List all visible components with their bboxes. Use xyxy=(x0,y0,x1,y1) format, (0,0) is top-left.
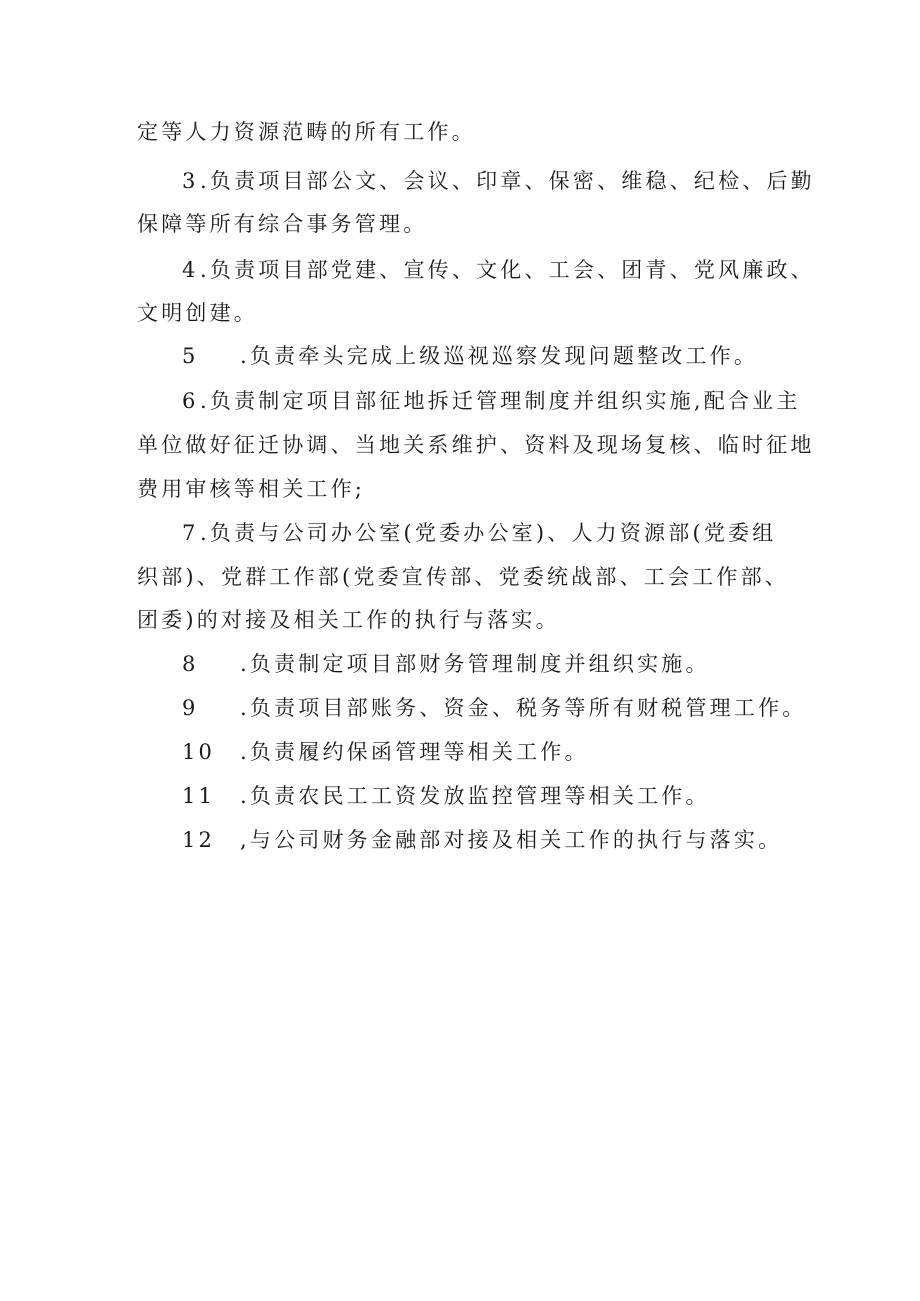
item-number: 8 xyxy=(182,652,199,676)
item-text-continuation: 单位做好征迁协调、当地关系维护、资料及现场复核、临时征地 xyxy=(137,433,815,457)
item-text: .负责农民工工资发放监控管理等相关工作。 xyxy=(240,784,710,808)
item-text-continuation: 文明创建。 xyxy=(137,301,258,325)
item-text-continuation: 保障等所有综合事务管理。 xyxy=(137,212,428,236)
continuation-text: 定等人力资源范畴的所有工作。 xyxy=(137,120,476,144)
item-text: ,与公司财务金融部对接及相关工作的执行与落实。 xyxy=(240,828,783,852)
item-number: 3 xyxy=(182,169,199,193)
item-number: 9 xyxy=(182,696,199,720)
item-text: .负责制定项目部征地拆迁管理制度并组织实施,配合业主 xyxy=(200,389,801,413)
item-text: .负责制定项目部财务管理制度并组织实施。 xyxy=(240,652,710,676)
item-text-continuation: 织部)、党群工作部(党委宣传部、党委统战部、工会工作部、 xyxy=(137,565,789,589)
item-number: 10 xyxy=(182,740,216,764)
item-number: 6 xyxy=(182,389,199,413)
item-number: 5 xyxy=(182,344,199,368)
item-text: .负责项目部公文、会议、印章、保密、维稳、纪检、后勤 xyxy=(200,169,815,193)
item-text: .负责与公司办公室(党委办公室)、人力资源部(党委组 xyxy=(200,521,777,545)
item-number: 12 xyxy=(182,828,216,852)
item-number: 4 xyxy=(182,258,199,282)
item-text: .负责项目部账务、资金、税务等所有财税管理工作。 xyxy=(240,696,807,720)
item-text-continuation: 费用审核等相关工作; xyxy=(137,477,366,501)
item-number: 11 xyxy=(182,784,216,808)
item-text: .负责项目部党建、宣传、文化、工会、团青、党风廉政、 xyxy=(200,258,815,282)
item-text-continuation: 团委)的对接及相关工作的执行与落实。 xyxy=(137,608,560,632)
item-number: 7 xyxy=(182,521,199,545)
item-text: .负责牵头完成上级巡视巡察发现问题整改工作。 xyxy=(240,344,759,368)
item-text: .负责履约保函管理等相关工作。 xyxy=(240,740,589,764)
